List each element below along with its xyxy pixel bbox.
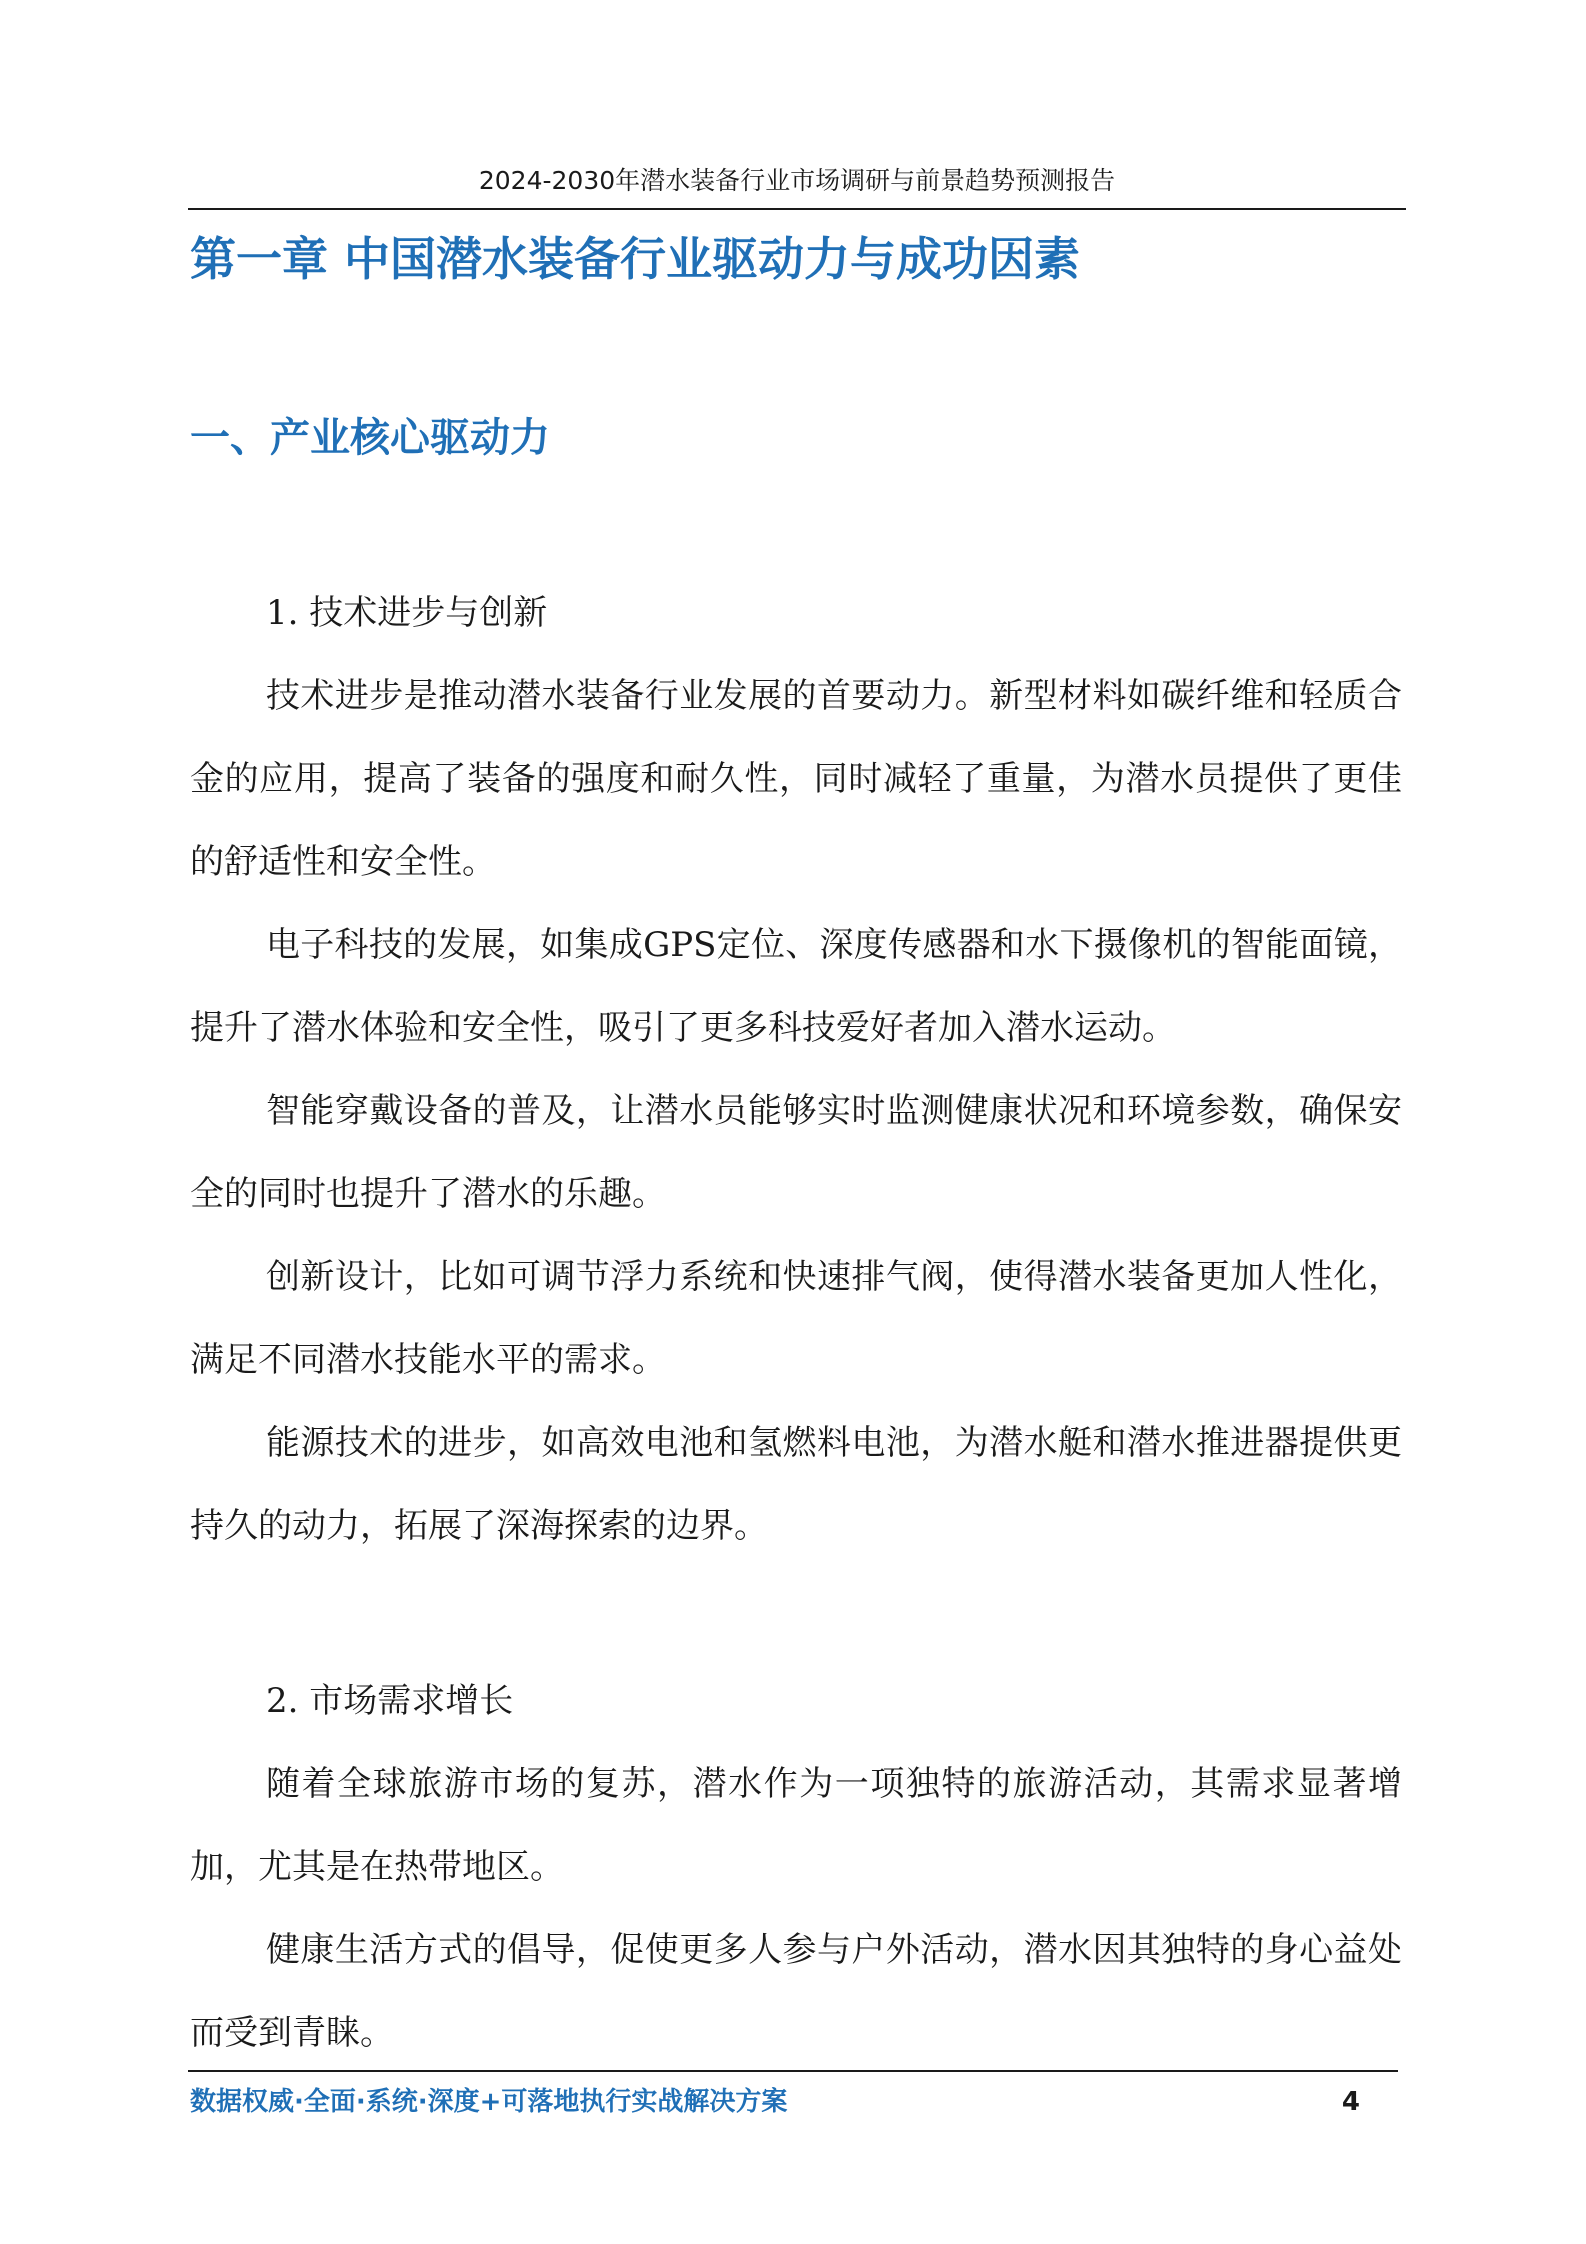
footer-rule xyxy=(188,2070,1398,2072)
subsection-heading: 1. 技术进步与创新 xyxy=(266,593,548,633)
body-paragraph: 智能穿戴设备的普及，让潜水员能够实时监测健康状况和环境参数，确保安全的同时也提升了潜水的乐趣。 xyxy=(190,1091,1402,1214)
section-body-2 xyxy=(190,1660,1402,2075)
body-paragraph: 能源技术的进步，如高效电池和氢燃料电池，为潜水艇和潜水推进器提供更持久的动力，拓展了深海探索的边界。 xyxy=(190,1423,1402,1546)
header-rule xyxy=(188,208,1406,210)
page-number: 4 xyxy=(1341,2087,1360,2117)
body-paragraph: 电子科技的发展，如集成GPS定位、深度传感器和水下摄像机的智能面镜，提升了潜水体验和安全性，吸引了更多科技爱好者加入潜水运动。 xyxy=(190,925,1402,1048)
running-header: 2024-2030年潜水装备行业市场调研与前景趋势预测报告 xyxy=(478,166,1116,195)
body-paragraph: 随着全球旅游市场的复苏，潜水作为一项独特的旅游活动，其需求显著增加，尤其是在热带地区。 xyxy=(190,1764,1402,1887)
body-paragraph: 技术进步是推动潜水装备行业发展的首要动力。新型材料如碳纤维和轻质合金的应用，提高了装备的强度和耐久性，同时减轻了重量，为潜水员提供了更佳的舒适性和安全性。 xyxy=(190,676,1402,882)
chapter-title: 第一章 中国潜水装备行业驱动力与成功因素 xyxy=(190,232,1081,286)
body-paragraph: 创新设计，比如可调节浮力系统和快速排气阀，使得潜水装备更加人性化，满足不同潜水技能水平的需求。 xyxy=(190,1257,1402,1380)
body-paragraph: 健康生活方式的倡导，促使更多人参与户外活动，潜水因其独特的身心益处而受到青睐。 xyxy=(190,1930,1402,2053)
subsection-heading: 2. 市场需求增长 xyxy=(266,1681,514,1721)
footer-slogan: 数据权威·全面·系统·深度+可落地执行实战解决方案 xyxy=(190,2087,788,2117)
section-title: 一、产业核心驱动力 xyxy=(190,415,550,461)
section-body-1 xyxy=(190,572,1402,1568)
